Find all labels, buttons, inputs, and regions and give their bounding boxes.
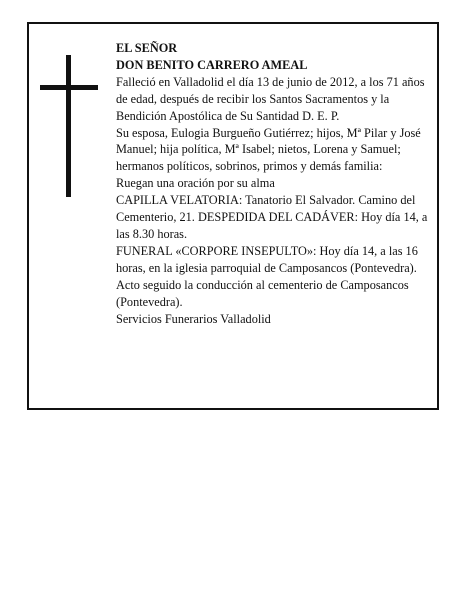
deceased-name: DON BENITO CARRERO AMEAL <box>116 57 308 72</box>
family-paragraph: Su esposa, Eulogia Burgueño Gutiérrez; hijos, Mª Pilar y José Manuel; hija política, Mª Isabel; nietos, Lorena y Samuel; hermanos políticos, sobrinos, primos y demás familia: <box>116 125 421 174</box>
cross-horizontal-bar <box>40 85 98 90</box>
notice-heading: EL SEÑOR <box>116 41 178 55</box>
notice-text <box>116 40 428 327</box>
funeral-services-line: Servicios Funerarios Valladolid <box>116 311 271 326</box>
wake-paragraph: CAPILLA VELATORIA: Tanatorio El Salvador. Camino del Cementerio, 21. DESPEDIDA DEL CADÁVER: Hoy día 14, a las 8.30 horas. <box>116 193 428 241</box>
prayer-line: Ruegan una oración por su alma <box>116 176 275 191</box>
funeral-paragraph: FUNERAL «CORPORE INSEPULTO»: Hoy día 14, a las 16 horas, en la iglesia parroquial de Camposancos (Pontevedra). Acto seguido la conducción al cementerio de Camposancos (Pontevedra). <box>116 243 418 309</box>
death-paragraph: Falleció en Valladolid el día 13 de junio de 2012, a los 71 años de edad, después de recibir los Santos Sacramentos y la Bendición Apostólica de Su Santidad D. E. P. <box>116 74 425 123</box>
cross-vertical-bar <box>66 55 71 197</box>
obituary-notice <box>27 22 439 410</box>
